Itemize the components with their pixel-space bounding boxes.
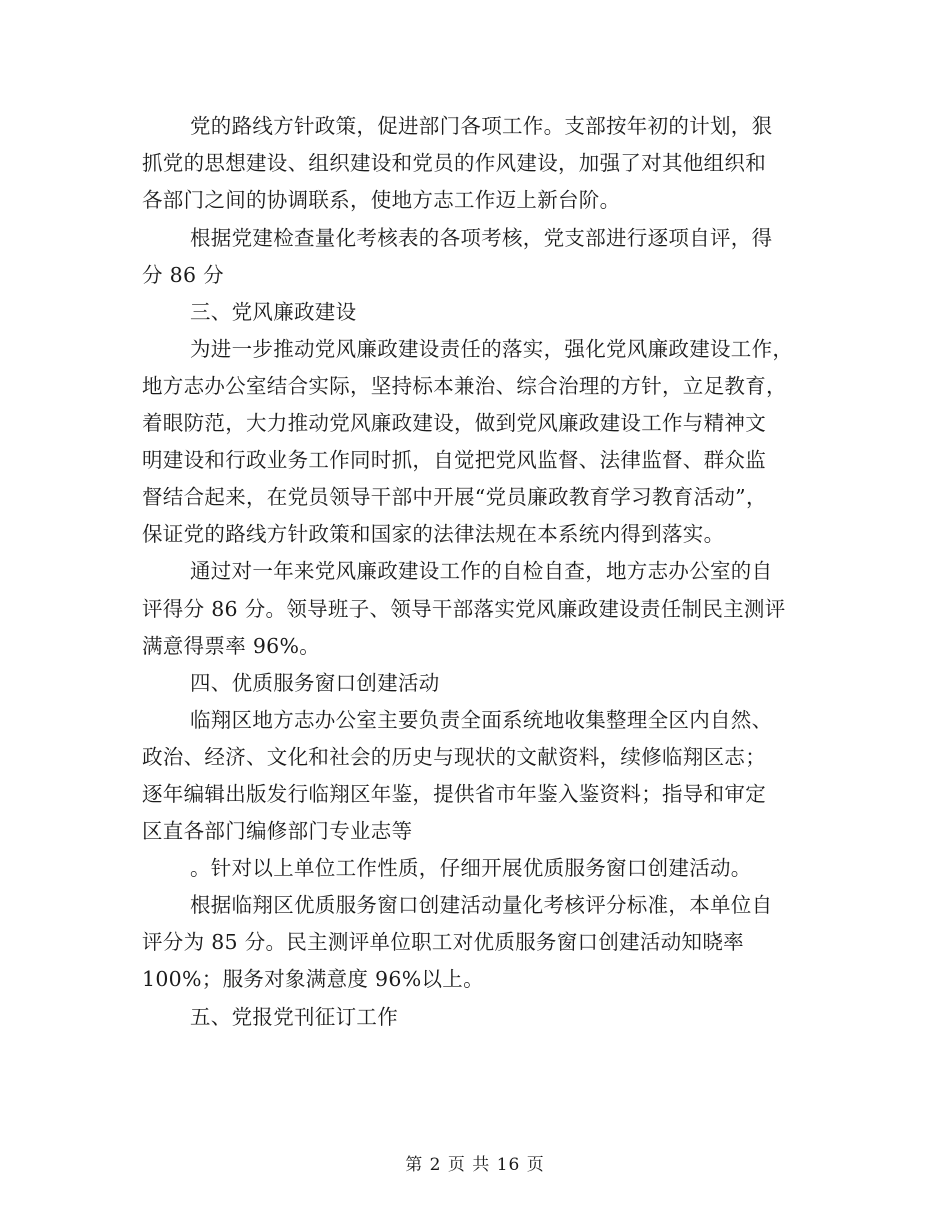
paragraph-line: 临翔区地方志办公室主要负责全面系统地收集整理全区内自然、	[190, 708, 773, 732]
paragraph-line: 评得分 86 分。领导班子、领导干部落实党风廉政建设责任制民主测评	[142, 597, 786, 621]
section-heading: 四、优质服务窗口创建活动	[190, 671, 440, 695]
paragraph-line: 为进一步推动党风廉政建设责任的落实，强化党风廉政建设工作，	[190, 337, 794, 361]
paragraph-line: 根据党建检查量化考核表的各项考核，党支部进行逐项自评，得	[190, 226, 773, 250]
paragraph-line: 。针对以上单位工作性质，仔细开展优质服务窗口创建活动。	[190, 856, 752, 880]
paragraph-line: 通过对一年来党风廉政建设工作的自检自查，地方志办公室的自	[190, 559, 773, 583]
paragraph-line: 督结合起来，在党员领导干部中开展“党员廉政教育学习教育活动”，	[142, 485, 767, 509]
section-heading: 三、党风廉政建设	[190, 300, 357, 324]
paragraph-line: 满意得票率 96%。	[142, 634, 321, 658]
paragraph-line: 着眼防范，大力推动党风廉政建设，做到党风廉政建设工作与精神文	[142, 411, 766, 435]
page-number-footer: 第 2 页 共 16 页	[405, 1155, 545, 1175]
paragraph-line: 各部门之间的协调联系，使地方志工作迈上新台阶。	[142, 188, 621, 212]
paragraph-line: 100%；服务对象满意度 96%以上。	[142, 967, 484, 991]
paragraph-line: 保证党的路线方针政策和国家的法律法规在本系统内得到落实。	[142, 522, 725, 546]
section-heading: 五、党报党刊征订工作	[190, 1005, 398, 1029]
paragraph-line: 区直各部门编修部门专业志等	[142, 819, 413, 843]
paragraph-line: 抓党的思想建设、组织建设和党员的作风建设，加强了对其他组织和	[142, 151, 766, 175]
paragraph-line: 逐年编辑出版发行临翔区年鉴，提供省市年鉴入鉴资料；指导和审定	[142, 782, 766, 806]
paragraph-line: 地方志办公室结合实际，坚持标本兼治、综合治理的方针，立足教育，	[142, 374, 787, 398]
paragraph-line: 根据临翔区优质服务窗口创建活动量化考核评分标准，本单位自	[190, 893, 773, 917]
paragraph-line: 政治、经济、文化和社会的历史与现状的文献资料，续修临翔区志；	[142, 745, 766, 769]
paragraph-line: 评分为 85 分。民主测评单位职工对优质服务窗口创建活动知晓率	[142, 930, 744, 954]
paragraph-line: 分 86 分	[142, 263, 224, 287]
paragraph-line: 党的路线方针政策，促进部门各项工作。支部按年初的计划，狠	[190, 114, 773, 138]
paragraph-line: 明建设和行政业务工作同时抓，自觉把党风监督、法律监督、群众监	[142, 448, 766, 472]
